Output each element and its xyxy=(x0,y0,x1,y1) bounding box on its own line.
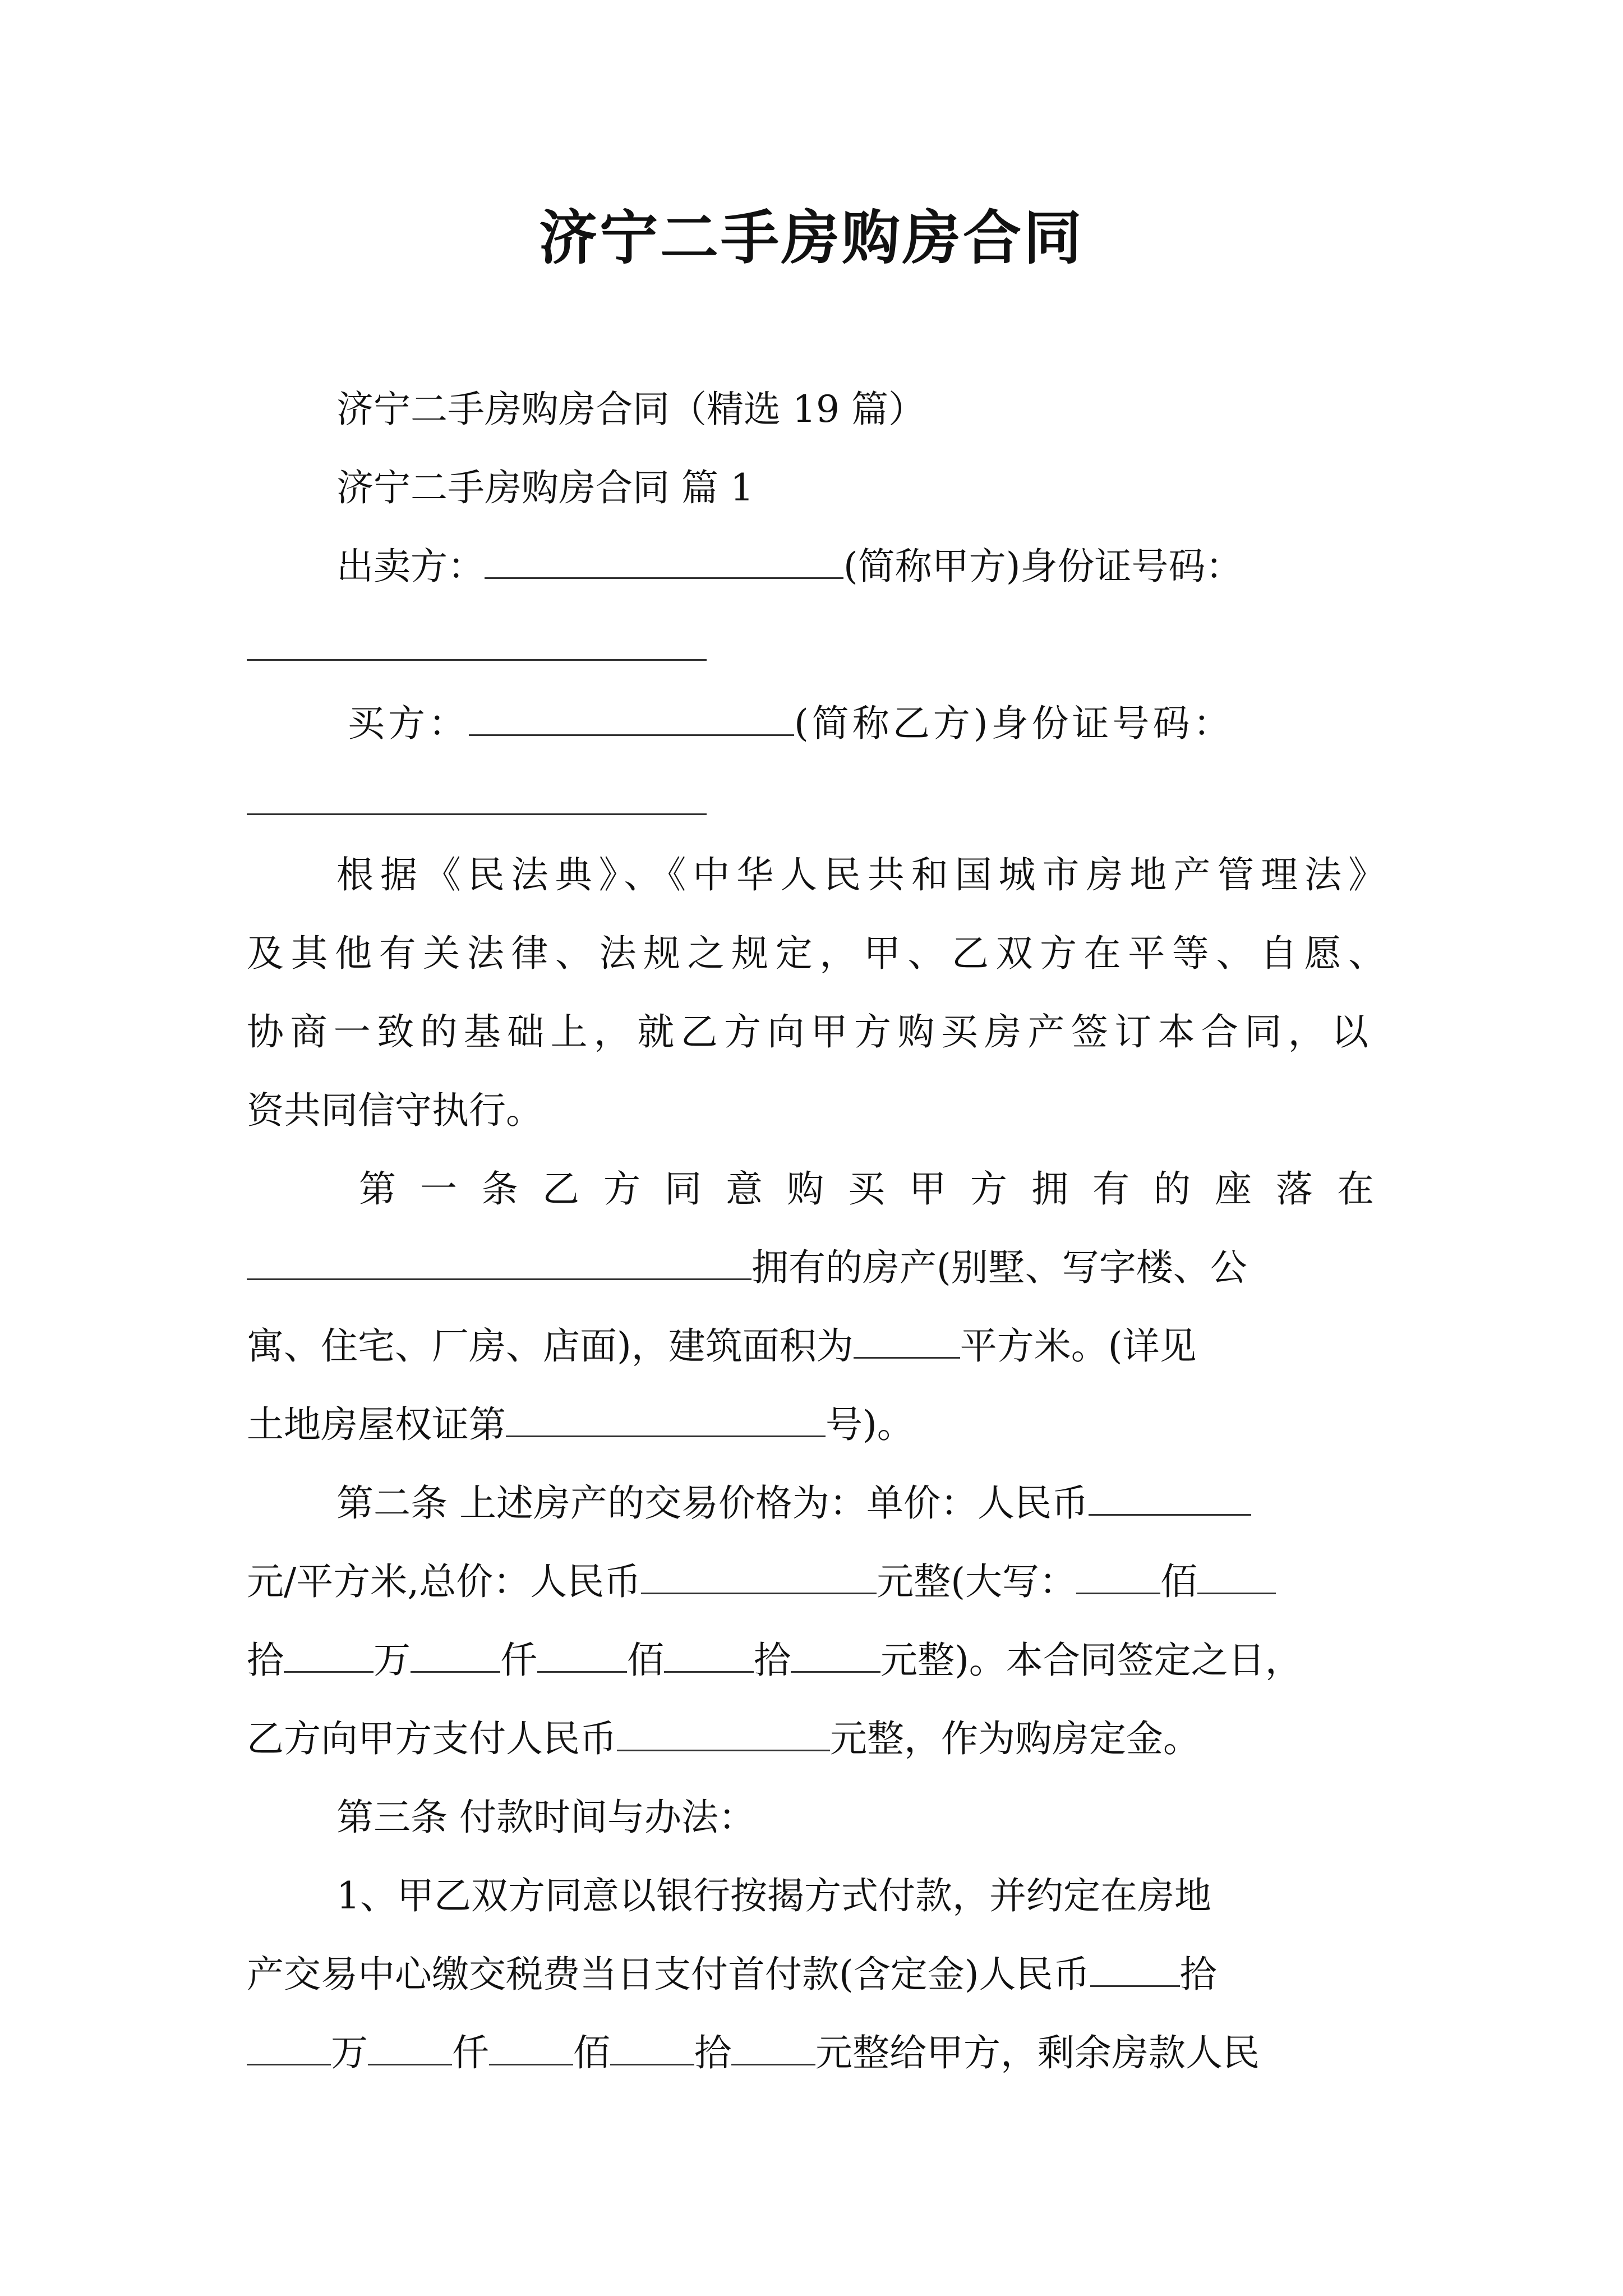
amount-blank xyxy=(731,2031,815,2065)
amount-blank xyxy=(664,1639,754,1673)
buyer-label: 买方： xyxy=(348,702,469,745)
amount-blank xyxy=(1090,1953,1180,1987)
article2-line-1: 第二条 上述房产的交易价格为：单价：人民币 xyxy=(336,1475,1385,1531)
collection-heading: 济宁二手房购房合同（精选 19 篇） xyxy=(336,388,925,431)
article1-line-3: 寓、住宅、厂房、店面)，建筑面积为 平方米。(详见 xyxy=(247,1324,1197,1368)
preamble-line-2: 及其他有关法律、法规之规定，甲、乙双方在平等、自愿、 xyxy=(247,932,1385,975)
total-price-blank xyxy=(641,1560,877,1594)
seller-id-blank xyxy=(247,659,707,661)
amount-blank xyxy=(537,1639,627,1673)
amount-blank xyxy=(1197,1560,1276,1594)
buyer-name-blank xyxy=(469,702,794,736)
seller-label: 出卖方： xyxy=(336,545,485,588)
article1-line-4: 土地房屋权证第 号)。 xyxy=(247,1403,914,1446)
amount-blank xyxy=(411,1639,500,1673)
article2-line-2: 元/平方米,总价：人民币 元整(大写： 佰 xyxy=(247,1554,1385,1610)
amount-blank xyxy=(368,2031,452,2065)
seller-name-blank xyxy=(485,545,843,579)
seller-line xyxy=(336,539,1385,595)
article1-line-1: 第 一 条 乙 方 同 意 购 买 甲 方 拥 有 的 座 落 在 xyxy=(359,1167,1374,1211)
buyer-line xyxy=(348,696,1396,752)
preamble-line-1: 根据《民法典》、《中华人民共和国城市房地产管理法》 xyxy=(336,853,1385,896)
buyer-id-label: (简称乙方)身份证号码： xyxy=(794,702,1234,745)
location-blank xyxy=(247,1246,751,1280)
article1-line-2: 拥有的房产(别墅、写字楼、公 xyxy=(247,1240,1385,1296)
preamble-line-4: 资共同信守执行。 xyxy=(247,1089,543,1132)
deposit-blank xyxy=(617,1717,830,1751)
amount-blank xyxy=(610,2031,694,2065)
buyer-id-blank xyxy=(247,813,707,815)
article3-clause1-line-2: 产交易中心缴交税费当日支付首付款(含定金)人民币 拾 xyxy=(247,1953,1217,1996)
article2-line-4: 乙方向甲方支付人民币 元整，作为购房定金。 xyxy=(247,1717,1200,1760)
amount-blank xyxy=(489,2031,573,2065)
section-heading: 济宁二手房购房合同 篇 1 xyxy=(336,466,754,509)
certificate-number-blank xyxy=(506,1403,826,1437)
unit-price-blank xyxy=(1089,1481,1251,1516)
amount-blank xyxy=(1076,1560,1160,1594)
amount-blank xyxy=(791,1639,880,1673)
document-title: 济宁二手房购房合同 xyxy=(538,203,1084,272)
area-blank xyxy=(854,1324,960,1359)
article3-clause1-line-1: 1、甲乙双方同意以银行按揭方式付款，并约定在房地 xyxy=(336,1874,1211,1917)
article2-line-3: 拾 万 仟 佰 拾 元整)。本合同签定之日， xyxy=(247,1639,1302,1682)
preamble-line-3: 协商一致的基础上，就乙方向甲方购买房产签订本合同，以 xyxy=(247,1010,1368,1053)
article3-clause1-line-3: 万 仟 佰 拾 元整给甲方，剩余房款人民 xyxy=(247,2025,1385,2081)
amount-blank xyxy=(247,2031,331,2065)
seller-id-label: (简称甲方)身份证号码： xyxy=(843,545,1243,588)
amount-blank xyxy=(284,1639,374,1673)
article3-heading: 第三条 付款时间与办法： xyxy=(336,1796,755,1839)
